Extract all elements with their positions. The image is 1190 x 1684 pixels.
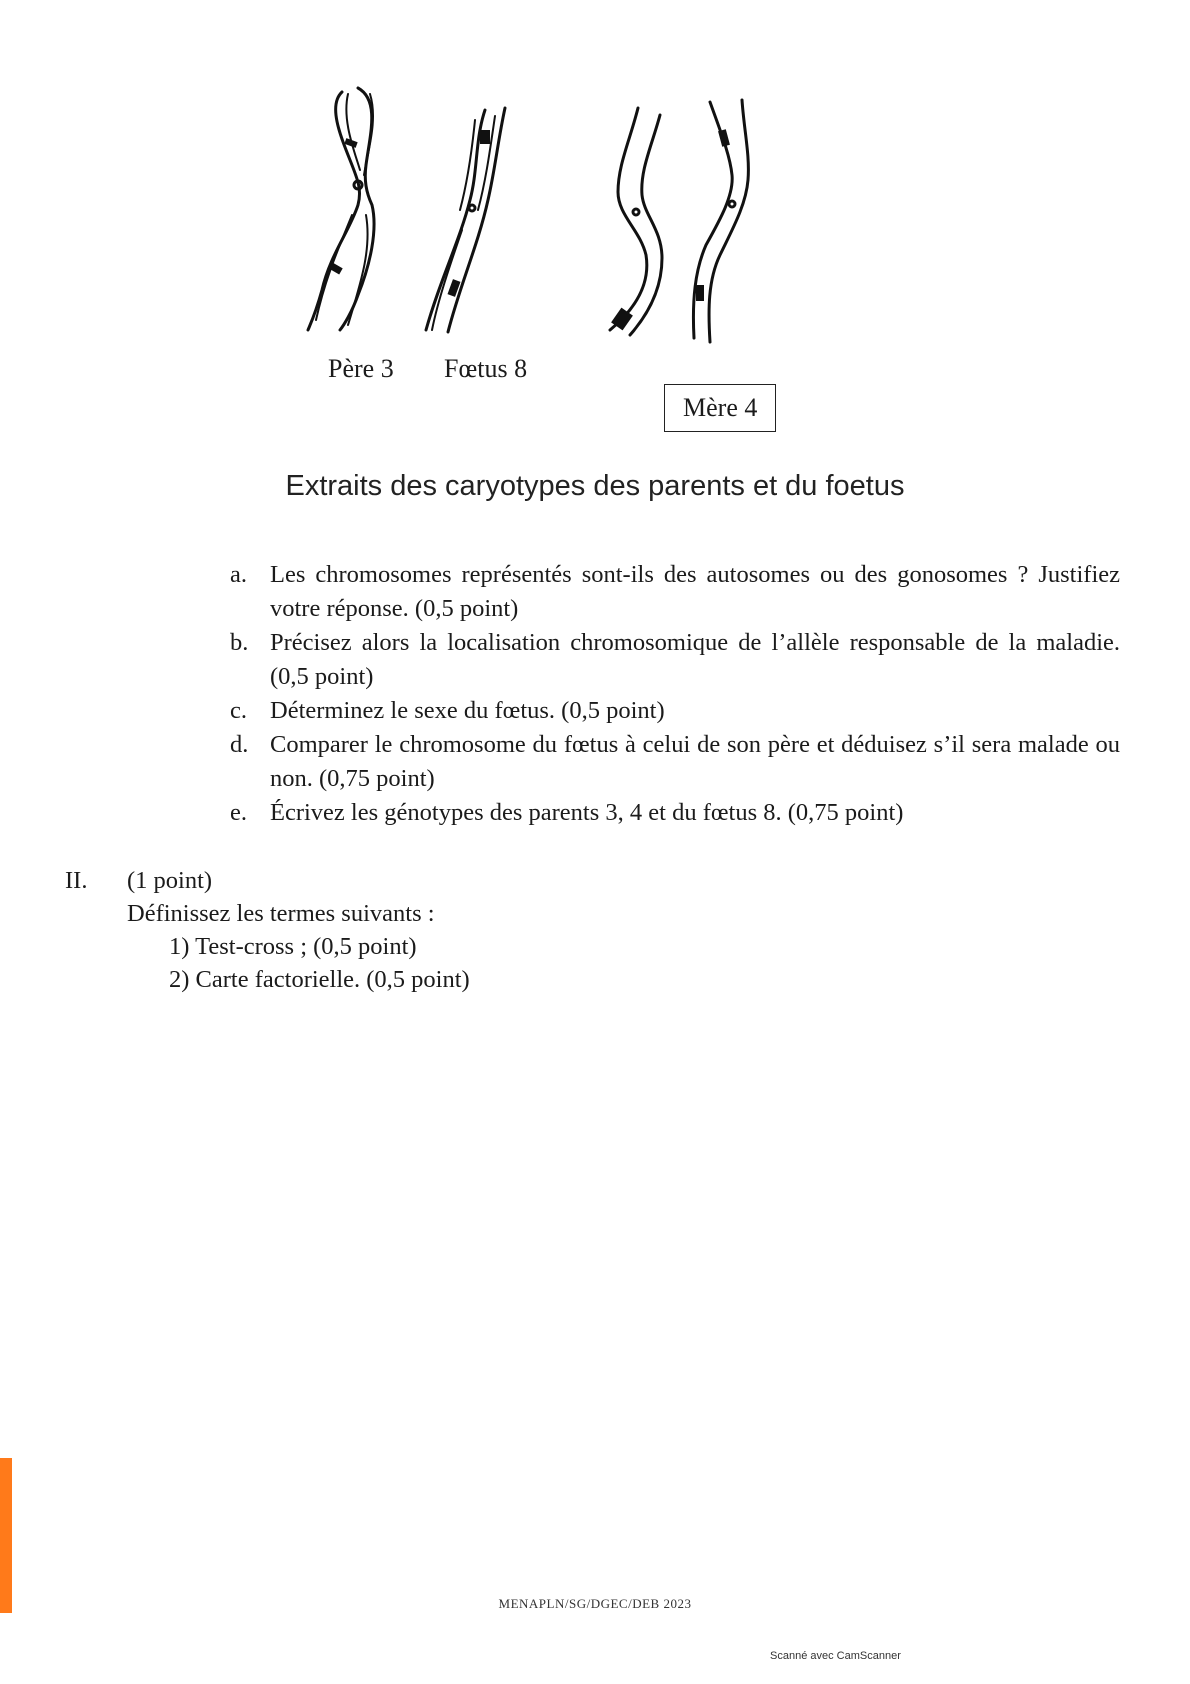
term-text: Carte factorielle. (0,5 point) — [195, 966, 470, 993]
section-points: (1 point) — [127, 867, 213, 894]
term-number: 1) — [169, 933, 190, 960]
question-text: Déterminez le sexe du fœtus. (0,5 point) — [270, 697, 665, 724]
question-letter: c. — [230, 697, 247, 724]
question-list — [230, 558, 1120, 830]
term-item — [127, 930, 727, 963]
question-item — [230, 796, 1120, 830]
term-number: 2) — [169, 966, 190, 993]
question-letter: b. — [230, 629, 249, 656]
term-text: Test-cross ; (0,5 point) — [195, 933, 417, 960]
question-letter: d. — [230, 731, 249, 758]
question-item — [230, 626, 1120, 694]
question-text: Comparer le chromosome du fœtus à celui de son père et déduisez s’il sera malade ou non. (0,75 point) — [270, 731, 1120, 792]
question-text: Précisez alors la localisation chromosomique de l’allèle responsable de la maladie. (0,5 point) — [270, 629, 1120, 690]
question-text: Les chromosomes représentés sont-ils des autosomes ou des gonosomes ? Justifiez votre réponse. (0,5 point) — [270, 561, 1120, 622]
scanner-watermark: Scanné avec CamScanner — [770, 1650, 901, 1662]
question-letter: a. — [230, 561, 247, 588]
question-item — [230, 728, 1120, 796]
scan-edge-strip — [0, 1458, 12, 1613]
figure-caption: Extraits des caryotypes des parents et du foetus — [285, 470, 905, 502]
question-item — [230, 694, 1120, 728]
question-text: Écrivez les génotypes des parents 3, 4 et du fœtus 8. (0,75 point) — [270, 799, 904, 826]
label-fetus: Fœtus 8 — [444, 354, 528, 383]
term-item — [127, 963, 727, 996]
karyotype-figure — [300, 80, 820, 383]
footer-reference: MENAPLN/SG/DGEC/DEB 2023 — [498, 1596, 692, 1611]
chromosome-drawings — [300, 80, 820, 370]
question-letter: e. — [230, 799, 247, 826]
fetus-chromosome — [426, 108, 505, 332]
mother-chromosome-1 — [610, 108, 662, 335]
father-chromosome — [308, 88, 374, 330]
question-item — [230, 558, 1120, 626]
section-instruction: Définissez les termes suivants : — [127, 900, 435, 927]
section-number: II. — [65, 867, 88, 894]
label-father: Père 3 — [328, 354, 394, 383]
label-mother: Mère 4 — [664, 384, 776, 432]
